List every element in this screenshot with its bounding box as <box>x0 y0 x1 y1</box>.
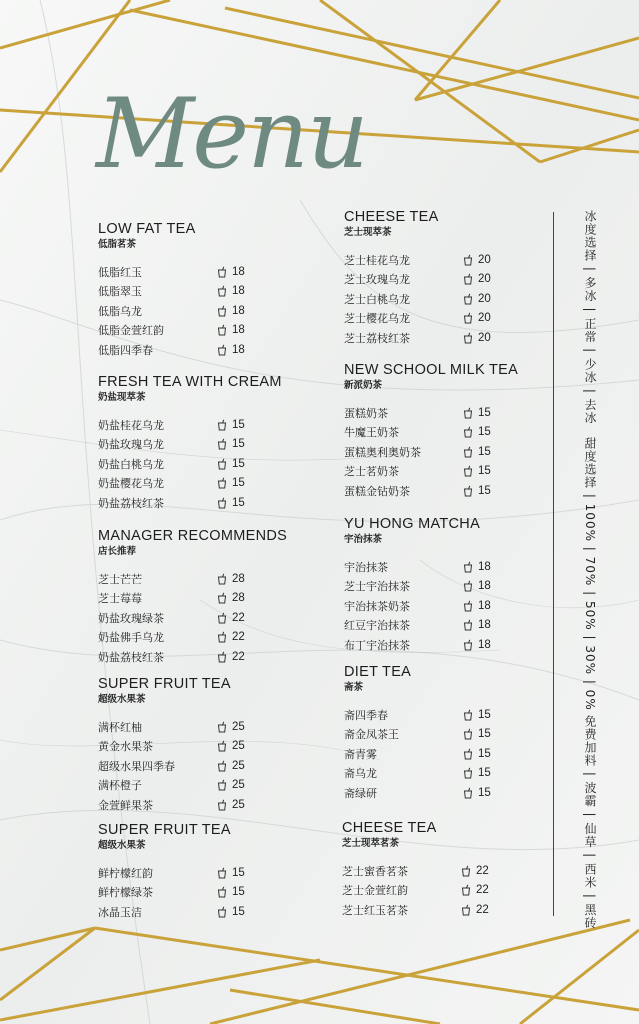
menu-item <box>98 301 298 321</box>
cup-icon <box>462 767 474 779</box>
cup-icon <box>462 465 474 477</box>
menu-item <box>98 717 298 737</box>
item-name: 芝士宇治抹茶 <box>344 580 410 594</box>
cup-icon <box>216 266 228 278</box>
item-name: 红豆宇治抹茶 <box>344 619 410 633</box>
item-name: 超级水果四季春 <box>98 759 175 773</box>
menu-item <box>344 328 544 348</box>
cup-icon <box>216 779 228 791</box>
item-name: 黄金水果茶 <box>98 740 153 754</box>
menu-item <box>98 902 298 922</box>
section-title: LOW FAT TEA <box>98 221 196 237</box>
cup-icon <box>216 867 228 879</box>
item-price: 15 <box>478 484 491 497</box>
item-name: 低脂红玉 <box>98 265 142 279</box>
item-list <box>98 262 298 360</box>
section-title: FRESH TEA WITH CREAM <box>98 374 282 390</box>
section-title: SUPER FRUIT TEA <box>98 676 231 692</box>
cup-icon <box>462 600 474 612</box>
item-name: 蛋糕奶茶 <box>344 406 388 420</box>
menu-item <box>98 262 298 282</box>
item-price: 18 <box>478 638 491 651</box>
menu-item <box>98 569 298 589</box>
item-price: 18 <box>478 580 491 593</box>
ice-options: 冰度选择 | 多冰 | 正常 | 少冰 | 去冰 <box>583 210 597 425</box>
item-name: 斋乌龙 <box>344 767 377 781</box>
item-price: 18 <box>478 619 491 632</box>
cup-icon <box>216 906 228 918</box>
item-name: 芝士莓莓 <box>98 592 142 606</box>
item-price: 18 <box>478 560 491 573</box>
cup-icon <box>216 886 228 898</box>
menu-item <box>344 309 544 329</box>
item-price: 15 <box>232 866 245 879</box>
section-subtitle: 店长推荐 <box>98 546 137 557</box>
item-name: 斋青雾 <box>344 747 377 761</box>
item-name: 低脂金萱红韵 <box>98 324 164 338</box>
section-subtitle: 斋茶 <box>344 682 364 693</box>
item-list <box>98 569 298 667</box>
cup-icon <box>462 709 474 721</box>
item-name: 斋四季春 <box>344 708 388 722</box>
cup-icon <box>216 438 228 450</box>
menu-item <box>344 462 544 482</box>
menu-item <box>344 744 544 764</box>
menu-item <box>344 289 544 309</box>
item-list <box>344 403 544 501</box>
section-subtitle: 超级水果茶 <box>98 694 146 705</box>
menu-section <box>98 374 298 513</box>
cup-icon <box>216 651 228 663</box>
item-name: 奶盐桂花乌龙 <box>98 418 164 432</box>
menu-item <box>344 577 544 597</box>
menu-item <box>344 616 544 636</box>
section-subtitle: 低脂茗茶 <box>98 239 137 250</box>
item-price: 28 <box>232 592 245 605</box>
menu-item <box>98 282 298 302</box>
cup-icon <box>462 446 474 458</box>
menu-item <box>344 783 544 803</box>
cup-icon <box>216 324 228 336</box>
cup-icon <box>462 312 474 324</box>
cup-icon <box>462 639 474 651</box>
section-title: CHEESE TEA <box>342 820 437 836</box>
item-price: 15 <box>232 477 245 490</box>
section-title: YU HONG MATCHA <box>344 516 481 532</box>
menu-item <box>98 795 298 815</box>
item-name: 金萱鲜果茶 <box>98 798 153 812</box>
item-name: 芝士红玉茗茶 <box>342 903 408 917</box>
item-name: 芝士芒芒 <box>98 572 142 586</box>
item-name: 奶盐玫瑰绿茶 <box>98 611 164 625</box>
item-name: 奶盐樱花乌龙 <box>98 477 164 491</box>
cup-icon <box>462 748 474 760</box>
cup-icon <box>216 573 228 585</box>
section-subtitle: 芝士现萃茶 <box>344 227 392 238</box>
item-name: 宇治抹茶 <box>344 560 388 574</box>
item-price: 20 <box>478 312 491 325</box>
menu-item <box>98 628 298 648</box>
menu-item <box>342 861 542 881</box>
item-price: 22 <box>232 631 245 644</box>
item-price: 15 <box>478 786 491 799</box>
menu-item <box>344 635 544 655</box>
item-name: 芝士白桃乌龙 <box>344 292 410 306</box>
menu-item <box>344 403 544 423</box>
item-price: 15 <box>232 457 245 470</box>
menu-section <box>342 820 542 920</box>
section-subtitle: 芝士现萃茗茶 <box>342 838 400 849</box>
sweetness-options: 甜度选择 | 100% | 70% | 50% | 30% | 0% <box>583 437 597 711</box>
cup-icon <box>462 293 474 305</box>
item-name: 宇治抹茶奶茶 <box>344 599 410 613</box>
menu-item <box>344 705 544 725</box>
item-name: 斋金凤茶王 <box>344 728 399 742</box>
menu-section <box>344 209 544 348</box>
item-price: 15 <box>232 418 245 431</box>
item-price: 15 <box>232 886 245 899</box>
item-name: 芝士玫瑰乌龙 <box>344 273 410 287</box>
item-price: 25 <box>232 779 245 792</box>
menu-item <box>98 863 298 883</box>
item-list <box>98 415 298 513</box>
menu-item <box>98 474 298 494</box>
cup-icon <box>462 426 474 438</box>
item-price: 15 <box>478 708 491 721</box>
item-price: 18 <box>232 265 245 278</box>
menu-item <box>344 423 544 443</box>
item-name: 布丁宇治抹茶 <box>344 638 410 652</box>
cup-icon <box>216 285 228 297</box>
item-price: 15 <box>478 465 491 478</box>
item-name: 芝士蜜香茗茶 <box>342 864 408 878</box>
item-list <box>344 250 544 348</box>
item-name: 满杯红柚 <box>98 720 142 734</box>
menu-section <box>98 676 298 815</box>
item-list <box>344 557 544 655</box>
menu-section <box>344 516 544 655</box>
cup-icon <box>462 619 474 631</box>
item-name: 斋绿研 <box>344 786 377 800</box>
item-price: 22 <box>232 650 245 663</box>
section-title: MANAGER RECOMMENDS <box>98 528 288 544</box>
item-price: 22 <box>476 864 489 877</box>
item-name: 奶盐玫瑰乌龙 <box>98 438 164 452</box>
item-name: 奶盐佛手乌龙 <box>98 631 164 645</box>
item-price: 18 <box>478 599 491 612</box>
menu-title: Menu <box>96 78 367 190</box>
item-price: 22 <box>476 884 489 897</box>
cup-icon <box>462 561 474 573</box>
section-title: CHEESE TEA <box>344 209 439 225</box>
cup-icon <box>462 728 474 740</box>
item-price: 15 <box>478 728 491 741</box>
menu-item <box>342 900 542 920</box>
item-price: 20 <box>478 253 491 266</box>
cup-icon <box>462 407 474 419</box>
menu-item <box>98 321 298 341</box>
item-list <box>342 861 542 920</box>
section-title: NEW SCHOOL MILK TEA <box>344 362 519 378</box>
menu-item <box>98 883 298 903</box>
cup-icon <box>216 721 228 733</box>
item-name: 低脂四季春 <box>98 343 153 357</box>
section-title: SUPER FRUIT TEA <box>98 822 231 838</box>
menu-item <box>344 725 544 745</box>
item-list <box>98 863 298 922</box>
menu-section <box>98 822 298 922</box>
menu-item <box>344 270 544 290</box>
menu-section <box>98 221 298 360</box>
cup-icon <box>462 332 474 344</box>
menu-item <box>98 647 298 667</box>
cup-icon <box>216 497 228 509</box>
item-price: 25 <box>232 798 245 811</box>
cup-icon <box>462 580 474 592</box>
item-name: 芝士荔枝红茶 <box>344 331 410 345</box>
cup-icon <box>216 631 228 643</box>
item-name: 低脂翠玉 <box>98 285 142 299</box>
menu-item <box>344 481 544 501</box>
item-price: 25 <box>232 759 245 772</box>
item-price: 18 <box>232 324 245 337</box>
side-divider-line <box>553 212 554 916</box>
item-price: 22 <box>476 903 489 916</box>
item-name: 芝士樱花乌龙 <box>344 312 410 326</box>
cup-icon <box>216 419 228 431</box>
menu-item <box>344 557 544 577</box>
menu-item <box>98 454 298 474</box>
item-price: 18 <box>232 343 245 356</box>
item-price: 15 <box>232 438 245 451</box>
cup-icon <box>462 485 474 497</box>
cup-icon <box>462 273 474 285</box>
menu-item <box>344 250 544 270</box>
item-price: 15 <box>478 445 491 458</box>
menu-item <box>98 776 298 796</box>
item-name: 牛魔王奶茶 <box>344 426 399 440</box>
item-name: 低脂乌龙 <box>98 304 142 318</box>
menu-section <box>344 664 544 803</box>
item-price: 25 <box>232 740 245 753</box>
cup-icon <box>216 799 228 811</box>
section-subtitle: 宇治抹茶 <box>344 534 383 545</box>
menu-item <box>98 435 298 455</box>
item-price: 15 <box>478 767 491 780</box>
item-price: 28 <box>232 572 245 585</box>
cup-icon <box>460 884 472 896</box>
item-price: 15 <box>232 496 245 509</box>
cup-icon <box>216 592 228 604</box>
item-name: 鲜柠檬绿茶 <box>98 886 153 900</box>
cup-icon <box>216 760 228 772</box>
item-price: 18 <box>232 304 245 317</box>
item-price: 15 <box>478 747 491 760</box>
cup-icon <box>216 305 228 317</box>
item-price: 20 <box>478 331 491 344</box>
menu-item <box>98 737 298 757</box>
menu-item <box>98 340 298 360</box>
cup-icon <box>216 740 228 752</box>
item-name: 芝士茗奶茶 <box>344 465 399 479</box>
menu-item <box>344 764 544 784</box>
item-name: 奶盐白桃乌龙 <box>98 457 164 471</box>
item-price: 25 <box>232 720 245 733</box>
menu-item <box>98 589 298 609</box>
topping-options: 免费加料 | 波霸 | 仙草 | 西米 | 黑砖 <box>583 715 597 930</box>
item-name: 蛋糕奥利奥奶茶 <box>344 445 421 459</box>
section-title: DIET TEA <box>344 664 412 680</box>
cup-icon <box>216 477 228 489</box>
cup-icon <box>216 612 228 624</box>
item-price: 22 <box>232 611 245 624</box>
item-name: 芝士金萱红韵 <box>342 884 408 898</box>
item-price: 15 <box>478 406 491 419</box>
section-subtitle: 超级水果茶 <box>98 840 146 851</box>
item-name: 冰晶玉洁 <box>98 905 142 919</box>
item-name: 鲜柠檬红韵 <box>98 866 153 880</box>
item-price: 20 <box>478 273 491 286</box>
menu-item <box>98 608 298 628</box>
cup-icon <box>460 904 472 916</box>
cup-icon <box>462 254 474 266</box>
item-name: 蛋糕金钻奶茶 <box>344 484 410 498</box>
cup-icon <box>462 787 474 799</box>
section-subtitle: 新派奶茶 <box>344 380 383 391</box>
section-subtitle: 奶盐现萃茶 <box>98 392 146 403</box>
item-name: 满杯橙子 <box>98 779 142 793</box>
menu-item <box>342 881 542 901</box>
menu-item <box>344 442 544 462</box>
menu-item <box>344 596 544 616</box>
menu-item <box>98 415 298 435</box>
item-list <box>344 705 544 803</box>
item-price: 15 <box>232 905 245 918</box>
item-name: 奶盐荔枝红茶 <box>98 496 164 510</box>
item-price: 15 <box>478 426 491 439</box>
cup-icon <box>460 865 472 877</box>
item-price: 20 <box>478 292 491 305</box>
cup-icon <box>216 344 228 356</box>
item-list <box>98 717 298 815</box>
menu-section <box>344 362 544 501</box>
menu-item <box>98 756 298 776</box>
item-name: 奶盐荔枝红茶 <box>98 650 164 664</box>
cup-icon <box>216 458 228 470</box>
menu-item <box>98 493 298 513</box>
item-price: 18 <box>232 285 245 298</box>
item-name: 芝士桂花乌龙 <box>344 253 410 267</box>
menu-section <box>98 528 298 667</box>
